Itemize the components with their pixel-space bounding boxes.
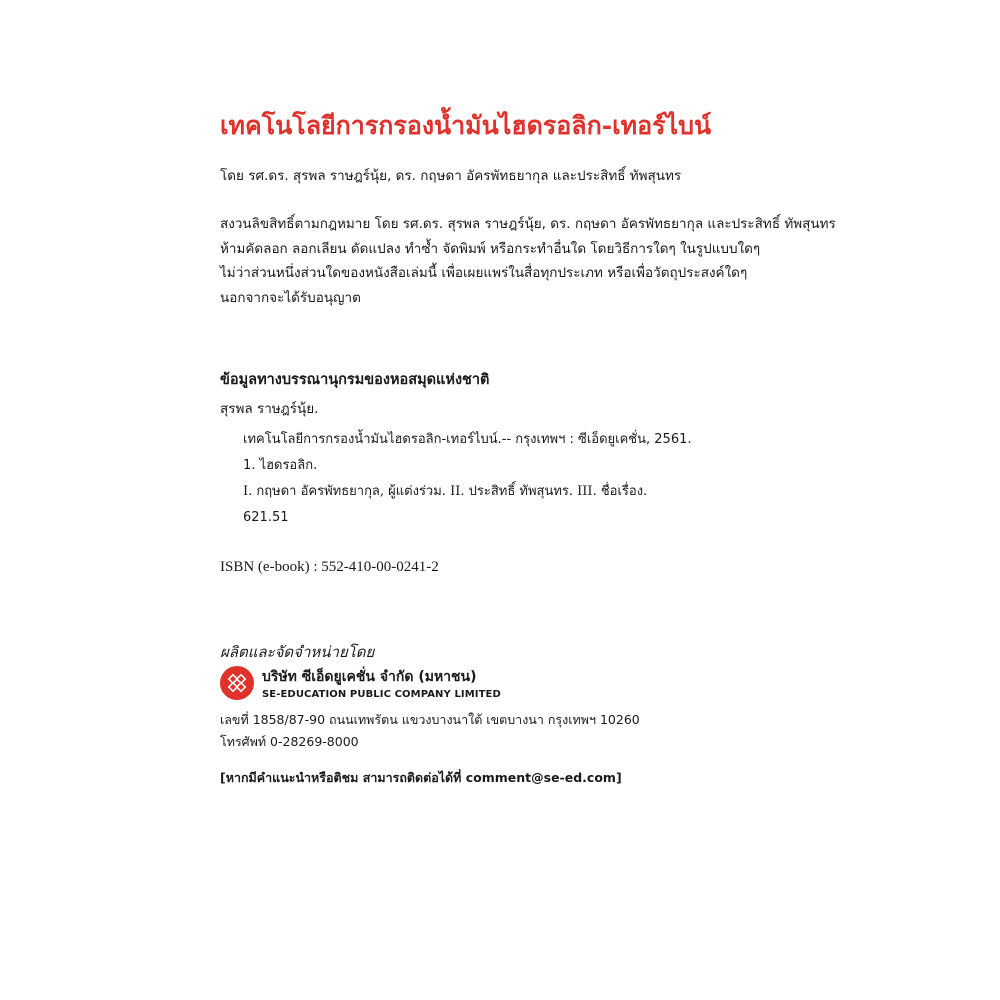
contact-note: [หากมีคำแนะนำหรือติชม สามารถติดต่อได้ที่ comment@se-ed.com] [220, 770, 622, 785]
book-title: เทคโนโลยีการกรองน้ำมันไฮดรอลิก-เทอร์ไบน์ [220, 111, 712, 140]
authors-line: โดย รศ.ดร. สุรพล ราษฎร์นุ้ย, ดร. กฤษดา อัครพัทธยากุล และประสิทธิ์ ทัพสุนทร [220, 168, 682, 184]
cip-entry-line: I. กฤษดา อัครพัทธยากุล, ผู้แต่งร่วม. II. ประสิทธิ์ ทัพสุนทร. III. ชื่อเรื่อง. [243, 484, 648, 499]
copyright-notice [220, 212, 836, 310]
copyright-line: นอกจากจะได้รับอนุญาต [220, 289, 361, 306]
copyright-line: สงวนลิขสิทธิ์ตามกฎหมาย โดย รศ.ดร. สุรพล ราษฎร์นุ้ย, ดร. กฤษดา อัครพัทธยากุล และประสิทธิ์ ทัพสุนทร [220, 216, 836, 232]
copyright-line: ไม่ว่าส่วนหนึ่งส่วนใดของหนังสือเล่มนี้ เพื่อเผยแพร่ในสื่อทุกประเภท หรือเพื่อวัตถุประสงค์ใดๆ [220, 265, 748, 281]
cip-entry-line: เทคโนโลยีการกรองน้ำมันไฮดรอลิก-เทอร์ไบน์.-- กรุงเทพฯ : ซีเอ็ดยูเคชั่น, 2561. [243, 432, 692, 447]
cip-entry-line: 1. ไฮดรอลิก. [243, 458, 318, 473]
cip-entry [243, 427, 692, 531]
publisher-address: เลขที่ 1858/87-90 ถนนเทพรัตน แขวงบางนาใต้ เขตบางนา กรุงเทพฯ 10260 [220, 712, 640, 727]
isbn: ISBN (e-book) : 552-410-00-0241-2 [220, 559, 439, 575]
cip-heading: ข้อมูลทางบรรณานุกรมของหอสมุดแห่งชาติ [220, 372, 490, 388]
publisher-name-english: SE-EDUCATION PUBLIC COMPANY LIMITED [262, 689, 501, 700]
publisher-phone: โทรศัพท์ 0-28269-8000 [220, 734, 359, 749]
publisher-name-thai: บริษัท ซีเอ็ดยูเคชั่น จำกัด (มหาชน) [262, 669, 477, 685]
se-ed-logo-icon [220, 666, 254, 700]
publisher-names [262, 666, 501, 700]
publisher-block [220, 666, 501, 700]
distribution-label: ผลิตและจัดจำหน่ายโดย [220, 643, 375, 661]
cip-author: สุรพล ราษฎร์นุ้ย. [220, 401, 319, 417]
publisher-address-block [220, 709, 640, 753]
copyright-line: ห้ามคัดลอก ลอกเลียน ดัดแปลง ทำซ้ำ จัดพิมพ์ หรือกระทำอื่นใด โดยวิธีการใดๆ ในรูปแบบใดๆ [220, 240, 761, 257]
cip-classification: 621.51 [243, 510, 289, 525]
